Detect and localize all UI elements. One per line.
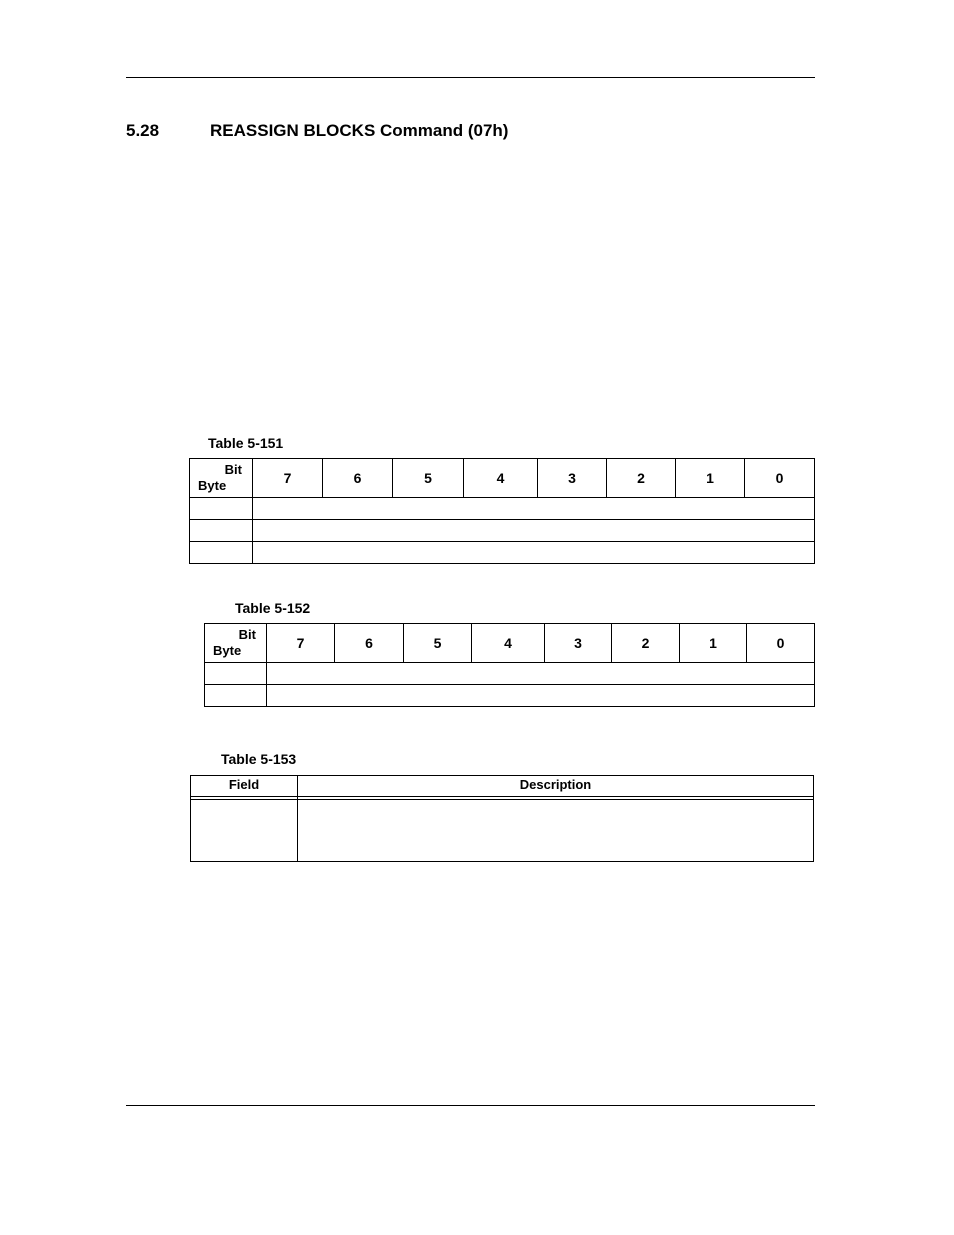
bit-header-4: 4 [472, 624, 545, 663]
bit-header-4: 4 [464, 459, 538, 498]
bit-byte-cell [190, 459, 253, 498]
table-header-row [205, 624, 815, 663]
table-row [190, 542, 815, 564]
field-cell [253, 498, 815, 520]
bit-header-1: 1 [680, 624, 747, 663]
bit-header-5: 5 [393, 459, 464, 498]
field-column-header: Field [228, 777, 260, 792]
field-cell [267, 663, 815, 685]
bit-header-0: 0 [747, 624, 815, 663]
byte-label: Byte [198, 478, 227, 493]
bit-header-3: 3 [538, 459, 607, 498]
table-5-152-caption: Table 5-152 [235, 600, 311, 616]
bit-header-5: 5 [404, 624, 472, 663]
byte-cell [190, 498, 253, 520]
footer-rule [126, 1105, 815, 1106]
byte-cell [190, 542, 253, 564]
bit-header-7: 7 [267, 624, 335, 663]
table-row [190, 520, 815, 542]
bit-header-1: 1 [676, 459, 745, 498]
bit-header-3: 3 [545, 624, 612, 663]
section-number: 5.28 [126, 121, 160, 140]
table-5-151-caption: Table 5-151 [208, 435, 284, 451]
table-5-151 [189, 458, 815, 564]
section-heading [126, 121, 508, 141]
table-row [205, 663, 815, 685]
bit-label: Bit [238, 627, 256, 642]
table-5-153 [190, 775, 814, 862]
header-double-rule [191, 799, 813, 800]
byte-cell [205, 663, 267, 685]
byte-label: Byte [213, 643, 242, 658]
field-cell [253, 520, 815, 542]
header-rule [126, 77, 815, 78]
bit-header-7: 7 [253, 459, 323, 498]
byte-cell [205, 685, 267, 707]
bit-header-6: 6 [323, 459, 393, 498]
field-cell [267, 685, 815, 707]
table-row [205, 685, 815, 707]
section-title: REASSIGN BLOCKS Command (07h) [210, 121, 509, 140]
bit-header-2: 2 [612, 624, 680, 663]
bit-header-6: 6 [335, 624, 404, 663]
bit-label: Bit [224, 462, 242, 477]
table-header-row [190, 459, 815, 498]
field-cell [253, 542, 815, 564]
bit-header-2: 2 [607, 459, 676, 498]
description-column-header: Description [519, 777, 592, 792]
table-5-152 [204, 623, 815, 707]
bit-header-0: 0 [745, 459, 815, 498]
table-5-153-caption: Table 5-153 [221, 751, 297, 767]
bit-byte-cell [205, 624, 267, 663]
table-row [190, 498, 815, 520]
byte-cell [190, 520, 253, 542]
